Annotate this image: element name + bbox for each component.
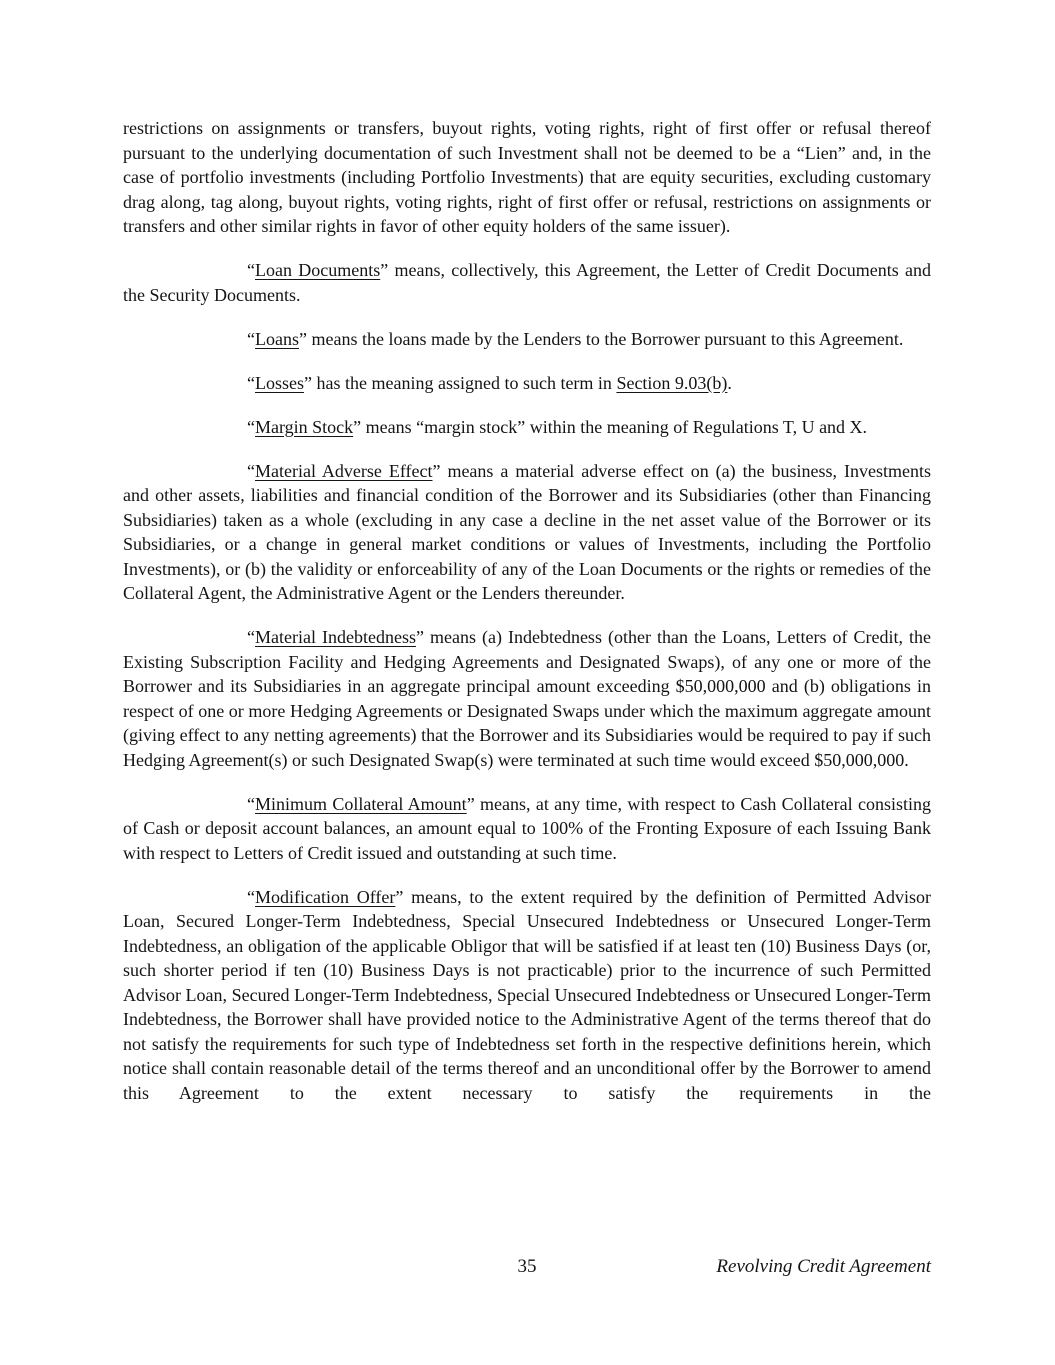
text-run: “ — [247, 886, 255, 907]
text-run: “ — [247, 627, 255, 647]
document-body — [123, 116, 931, 1125]
page-footer — [123, 1255, 931, 1281]
text-run: “ — [247, 260, 255, 280]
page-number: 35 — [517, 1256, 537, 1277]
defined-term: Margin Stock — [255, 416, 354, 437]
defined-term: Losses — [255, 372, 304, 393]
text-run: ” means, to the extent required by the definition of Permitted Advisor Loan, Secured Longer-Term Indebtedness, Special Unsecured Indebtedness or Unsecured Longer-Term Indebtedness, an obligation of the applicable Obligor that will be satisfied if at least ten (10) Business Days (or, such shorter period if ten (10) Business Days is not practicable) prior to the incurrence of such Permitted Advisor Loan, Secured Longer-Term Indebtedness, Special Unsecured Indebtedness or Unsecured Longer-Term Indebtedness, the Borrower shall have provided notice to the Administrative Agent of the terms thereof that do not satisfy the requirements for such type of Indebtedness set forth in the respective definitions herein, which notice shall contain reasonable detail of the terms thereof and an unconditional offer by the Borrower to amend this Agreement to the extent necessary to satisfy the requirements in the — [123, 886, 931, 1103]
text-run: “ — [247, 793, 255, 814]
text-run: “ — [247, 416, 255, 437]
text-run: ” means the loans made by the Lenders to the Borrower pursuant to this Agreement. — [299, 328, 904, 349]
defined-term: Material Indebtedness — [255, 627, 416, 647]
text-run: restrictions on assignments or transfers, buyout rights, voting rights, right of first offer or refusal thereof pursuant to the underlying documentation of such Investment shall not be deemed to be a “Lien” and, in the case of portfolio investments (including Portfolio Investments) that are equity securities, excluding customary drag along, tag along, buyout rights, voting rights, right of first offer or refusal, restrictions on assignments or transfers and other similar rights in favor of other equity holders of the same issuer). — [123, 118, 931, 236]
paragraph — [123, 327, 931, 352]
text-run: “ — [247, 460, 255, 481]
text-run: ” means “margin stock” within the meaning of Regulations T, U and X. — [353, 416, 868, 437]
text-run: ” means, collectively, this Agreement, the Letter of Credit Documents and the Security Documents. — [123, 260, 931, 305]
paragraph — [123, 625, 931, 772]
text-run: ” means a material adverse effect on (a) the business, Investments and other assets, liabilities and financial condition of the Borrower and its Subsidiaries (other than Financing Subsidiaries) taken as a whole (excluding in any case a decline in the net asset value of the Borrower or its Subsidiaries, or a change in general market conditions or values of Investments, including the Portfolio Investments), or (b) the validity or enforceability of any of the Loan Documents or the rights or remedies of the Collateral Agent, the Administrative Agent or the Lenders thereunder. — [123, 460, 931, 603]
paragraph — [123, 459, 931, 606]
defined-term: Material Adverse Effect — [255, 460, 433, 481]
defined-term: Section 9.03(b) — [616, 372, 728, 393]
defined-term: Loan Documents — [255, 260, 381, 280]
defined-term: Loans — [255, 328, 299, 349]
paragraph — [123, 371, 931, 396]
text-run: ” means, at any time, with respect to Cash Collateral consisting of Cash or deposit account balances, an amount equal to 100% of the Fronting Exposure of each Issuing Bank with respect to Letters of Credit issued and outstanding at such time. — [123, 793, 932, 863]
paragraph — [123, 885, 931, 1106]
paragraph — [123, 792, 931, 866]
text-run: . — [727, 372, 732, 393]
text-run: “ — [247, 328, 255, 349]
paragraph — [123, 415, 931, 440]
paragraph — [123, 258, 931, 307]
paragraph — [123, 116, 931, 239]
defined-term: Modification Offer — [255, 886, 396, 907]
text-run: “ — [247, 372, 255, 393]
defined-term: Minimum Collateral Amount — [255, 793, 467, 814]
text-run: ” means (a) Indebtedness (other than the Loans, Letters of Credit, the Existing Subscription Facility and Hedging Agreements and Designated Swaps), of any one or more of the Borrower and its Subsidiaries in an aggregate principal amount exceeding $50,000,000 and (b) obligations in respect of one or more Hedging Agreements or Designated Swaps under which the maximum aggregate amount (giving effect to any netting agreements) that the Borrower and its Subsidiaries would be required to pay if such Hedging Agreement(s) or such Designated Swap(s) were terminated at such time would exceed $50,000,000. — [123, 627, 931, 770]
document-title: Revolving Credit Agreement — [716, 1256, 931, 1277]
text-run: ” has the meaning assigned to such term in — [304, 372, 617, 393]
